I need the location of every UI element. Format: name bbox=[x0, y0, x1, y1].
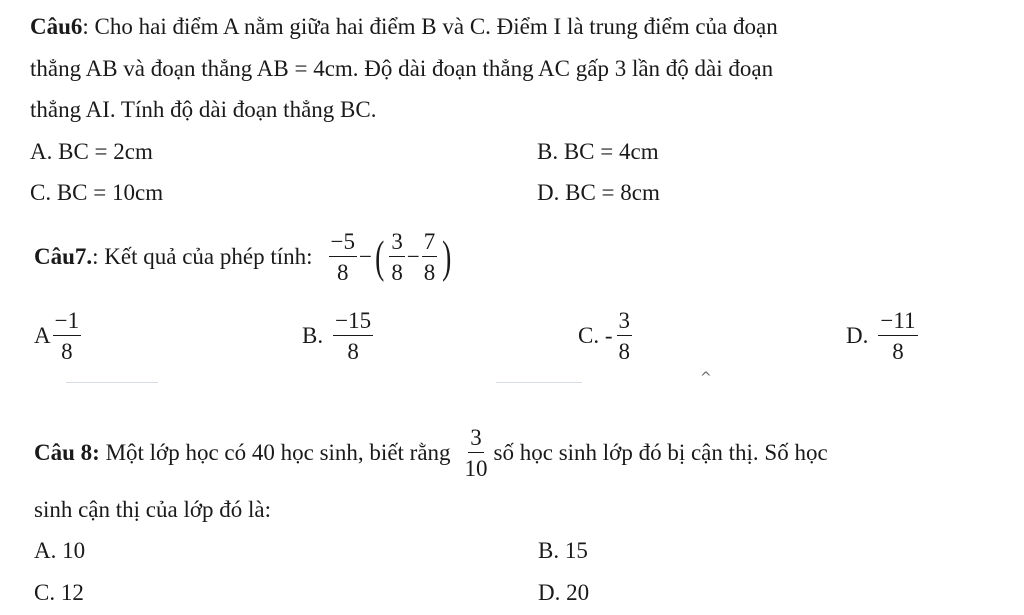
q7-expr-minus1: − bbox=[359, 244, 372, 269]
q6-option-a[interactable]: A. BC = 2cm bbox=[30, 139, 153, 164]
q7-expr-rparen: ) bbox=[442, 231, 452, 282]
faint-divider-left bbox=[66, 382, 158, 383]
q7-option-a-frac: $\frac{-1}{8}$ bbox=[54, 308, 80, 364]
q6-line1 bbox=[30, 14, 778, 40]
q7-expr-frac3: $\frac{7}{8}$ bbox=[423, 229, 436, 285]
q7-label: Câu7. bbox=[34, 244, 93, 269]
q8-text-line2: sinh cận thị của lớp đó là: bbox=[34, 497, 271, 522]
q6-option-b[interactable]: B. BC = 4cm bbox=[537, 139, 659, 164]
q7-option-b-prefix: B. bbox=[302, 323, 324, 348]
q7-option-c-prefix: C. - bbox=[578, 323, 613, 348]
q8-frac: $\frac{3}{10}$ bbox=[464, 425, 488, 481]
q7-option-c[interactable] bbox=[578, 306, 634, 366]
q8-label: Câu 8: bbox=[34, 440, 100, 465]
q7-option-d-frac: $\frac{-11}{8}$ bbox=[880, 308, 916, 364]
q8-text-after: số học sinh lớp đó bị cận thị. Số học bbox=[493, 440, 828, 465]
q7-expr-lparen: ( bbox=[375, 231, 385, 282]
caret-mark: ^ bbox=[700, 370, 712, 386]
q8-option-c[interactable]: C. 12 bbox=[34, 580, 84, 605]
q8-text-before: Một lớp học có 40 học sinh, biết rằng bbox=[99, 440, 451, 465]
q8-option-a[interactable]: A. 10 bbox=[34, 538, 86, 563]
q7-option-a-prefix: A bbox=[34, 323, 51, 348]
q6-option-d[interactable]: D. BC = 8cm bbox=[537, 180, 660, 205]
q7-expr-frac1: $\frac{-5}{8}$ bbox=[330, 229, 355, 285]
q7-expr-minus2: − bbox=[406, 244, 420, 269]
q6-option-c[interactable]: C. BC = 10cm bbox=[30, 180, 164, 205]
q6-label: Câu6 bbox=[30, 14, 83, 39]
q8-stem bbox=[34, 418, 828, 488]
q8-option-d[interactable]: D. 20 bbox=[538, 580, 590, 605]
q6-text-line1: : Cho hai điểm A nằm giữa hai điểm B và C. Điểm I là trung điểm của đoạn bbox=[82, 14, 778, 39]
q7-option-d-prefix: D. bbox=[846, 323, 869, 348]
q6-text-line2: thẳng AB và đoạn thẳng AB = 4cm. Độ dài đoạn thẳng AC gấp 3 lần độ dài đoạn bbox=[30, 56, 774, 81]
q7-option-b[interactable] bbox=[302, 306, 375, 366]
q7-text: : Kết quả của phép tính: bbox=[92, 244, 313, 269]
q7-option-a[interactable] bbox=[34, 306, 83, 366]
q7-option-b-frac: $\frac{-15}{8}$ bbox=[335, 308, 372, 364]
q7-stem bbox=[34, 222, 455, 292]
q8-option-b[interactable]: B. 15 bbox=[538, 538, 588, 563]
q7-option-d[interactable] bbox=[846, 306, 920, 366]
faint-divider-right bbox=[496, 382, 582, 383]
q7-expr-frac2: $\frac{3}{8}$ bbox=[391, 229, 403, 285]
q6-text-line3: thẳng AI. Tính độ dài đoạn thẳng BC. bbox=[30, 97, 377, 122]
q7-option-c-frac: $\frac{3}{8}$ bbox=[618, 308, 630, 364]
